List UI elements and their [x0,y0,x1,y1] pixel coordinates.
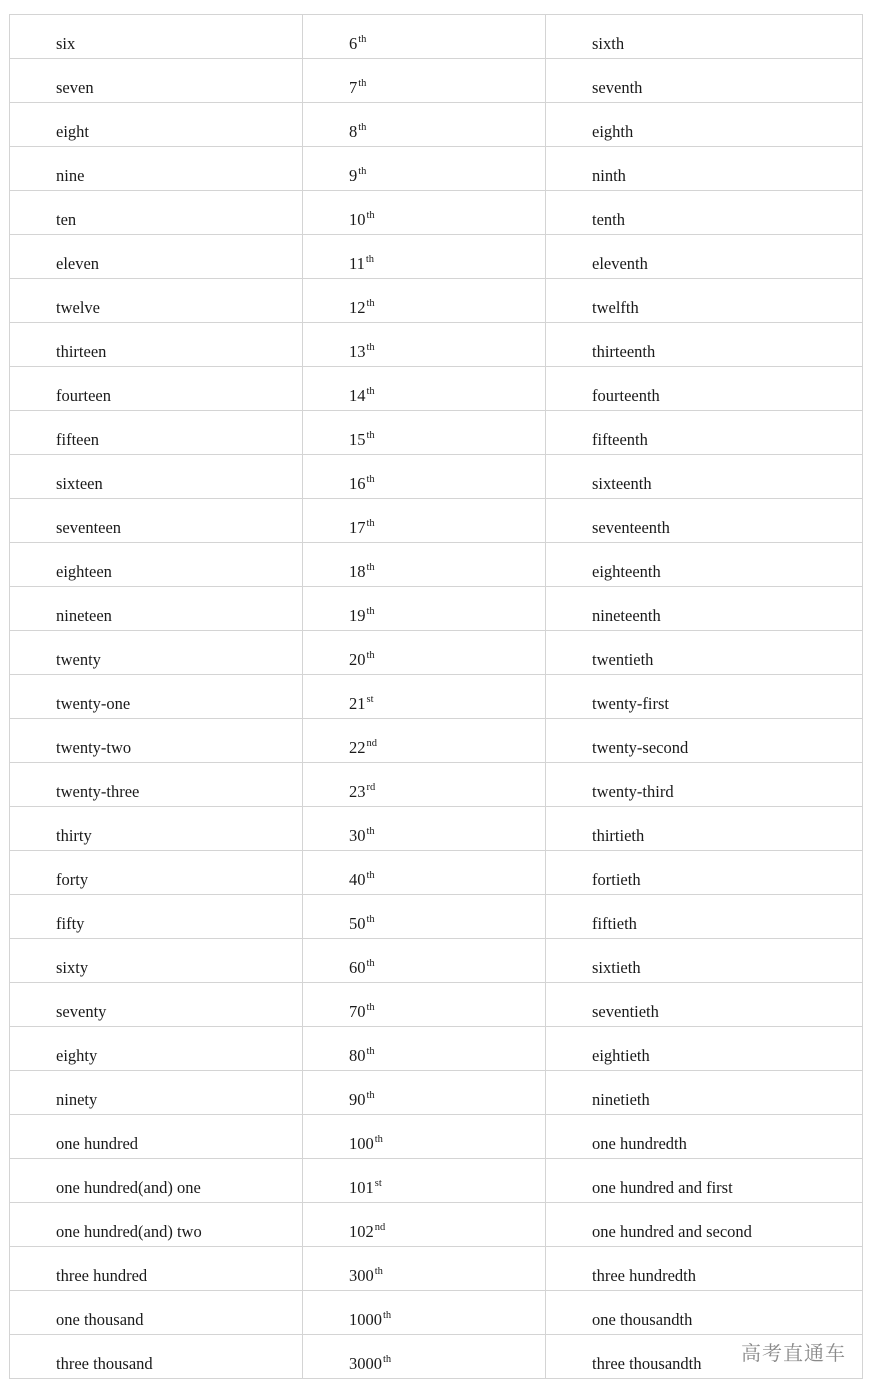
table-row [10,1335,863,1379]
cardinal-cell [10,851,303,895]
ordinal-cell [546,367,863,411]
ordinal-numeral [303,323,545,361]
ordinal-cell [546,675,863,719]
ordinal-numeral-cell [303,1291,546,1335]
ordinal-numeral [303,807,545,845]
numeral-digits: 20 [349,650,366,669]
ordinal-numeral [303,895,545,933]
ordinal-cell [546,103,863,147]
cardinal-cell [10,1247,303,1291]
ordinal-numeral [303,1159,545,1197]
ordinal-word: twenty-first [592,694,669,713]
numeral-digits: 12 [349,298,366,317]
cardinal-word: forty [56,870,89,889]
ordinal-numeral [303,1115,545,1153]
ordinal-numeral-cell [303,1247,546,1291]
numeral-digits: 70 [349,1002,366,1021]
ordinal-word: eleventh [592,254,648,273]
ordinal-numeral [303,1335,545,1373]
cardinal-cell [10,895,303,939]
cardinal-word: three hundred [56,1266,148,1285]
ordinal-suffix: nd [366,738,377,749]
ordinal-cell [546,191,863,235]
table-row [10,147,863,191]
ordinal-cell [546,15,863,59]
ordinal-cell [546,499,863,543]
ordinal-numeral [303,543,545,581]
ordinal-cell [546,455,863,499]
table-row [10,631,863,675]
ordinal-word: seventeenth [592,518,670,537]
table-row [10,807,863,851]
numeral-digits: 21 [349,694,366,713]
ordinal-numeral-cell [303,367,546,411]
ordinal-numeral [303,1247,545,1285]
numeral-digits: 18 [349,562,366,581]
ordinal-numeral-cell [303,191,546,235]
ordinal-word: sixteenth [592,474,652,493]
ordinal-suffix: th [366,650,375,661]
cardinal-cell [10,983,303,1027]
cardinal-cell [10,1203,303,1247]
table-row [10,103,863,147]
cardinal-cell [10,235,303,279]
ordinal-numeral [303,1027,545,1065]
cardinal-word: six [56,34,76,53]
ordinal-suffix: th [374,1266,383,1277]
ordinal-suffix: th [383,1354,392,1365]
ordinal-cell [546,1071,863,1115]
ordinal-cell [546,1203,863,1247]
table-row [10,323,863,367]
cardinal-cell [10,1115,303,1159]
ordinal-suffix: th [366,1002,375,1013]
ordinal-numeral-cell [303,763,546,807]
ordinal-cell [546,1291,863,1335]
ordinal-cell [546,543,863,587]
ordinal-numeral-cell [303,1203,546,1247]
ordinal-numeral-cell [303,587,546,631]
ordinal-numeral-cell [303,1335,546,1379]
ordinal-suffix: th [365,254,375,265]
cardinal-word: eighteen [56,562,112,581]
ordinal-cell [546,939,863,983]
ordinal-suffix: th [366,826,375,837]
numbers-table-body [10,15,863,1379]
ordinal-numeral [303,367,545,405]
table-row [10,279,863,323]
ordinal-cell [546,807,863,851]
ordinal-numeral [303,587,545,625]
cardinal-cell [10,1335,303,1379]
ordinal-numeral [303,631,545,669]
ordinal-numeral-cell [303,895,546,939]
cardinal-cell [10,411,303,455]
ordinal-word: one hundred and first [592,1178,733,1197]
numeral-digits: 60 [349,958,366,977]
numeral-digits: 6 [349,34,358,53]
table-row [10,191,863,235]
numeral-digits: 16 [349,474,366,493]
ordinal-word: eighteenth [592,562,661,581]
ordinal-suffix: th [358,166,367,177]
numeral-digits: 40 [349,870,366,889]
ordinal-numeral [303,455,545,493]
table-row [10,1071,863,1115]
cardinal-cell [10,191,303,235]
ordinal-cell [546,1027,863,1071]
ordinal-suffix: th [366,562,375,573]
numeral-digits: 300 [349,1266,374,1285]
ordinal-numeral [303,103,545,141]
cardinal-word: twenty [56,650,101,669]
numeral-digits: 100 [349,1134,374,1153]
ordinal-suffix: th [366,210,375,221]
cardinal-word: fourteen [56,386,111,405]
ordinal-numeral-cell [303,1071,546,1115]
cardinal-word: one hundred(and) two [56,1222,202,1241]
numeral-digits: 8 [349,122,358,141]
cardinal-cell [10,367,303,411]
table-row [10,895,863,939]
ordinal-cell [546,1159,863,1203]
ordinal-cell [546,235,863,279]
cardinal-word: three thousand [56,1354,153,1373]
cardinal-word: twenty-one [56,694,131,713]
ordinal-numeral [303,1291,545,1329]
cardinal-word: seventy [56,1002,107,1021]
ordinal-numeral [303,235,545,273]
ordinal-word: three hundredth [592,1266,697,1285]
numeral-digits: 7 [349,78,358,97]
numeral-digits: 102 [349,1222,374,1241]
ordinal-numeral-cell [303,455,546,499]
ordinal-word: one hundredth [592,1134,687,1153]
table-row [10,1027,863,1071]
ordinal-numeral-cell [303,15,546,59]
numeral-digits: 9 [349,166,358,185]
table-row [10,1203,863,1247]
cardinal-word: ten [56,210,77,229]
ordinal-suffix: th [366,606,375,617]
ordinal-suffix: th [366,474,375,485]
ordinal-cell [546,1115,863,1159]
cardinal-word: thirteen [56,342,107,361]
ordinal-numeral [303,279,545,317]
ordinal-word: sixth [592,34,625,53]
ordinal-word: eightieth [592,1046,650,1065]
ordinal-numeral-cell [303,1159,546,1203]
cardinal-cell [10,587,303,631]
numeral-digits: 23 [349,782,366,801]
ordinal-numeral-cell [303,147,546,191]
table-row [10,235,863,279]
numeral-digits: 13 [349,342,366,361]
ordinal-cell [546,763,863,807]
cardinal-word: seven [56,78,94,97]
ordinal-cell [546,851,863,895]
numeral-digits: 17 [349,518,366,537]
table-row [10,851,863,895]
numeral-digits: 80 [349,1046,366,1065]
numeral-digits: 90 [349,1090,366,1109]
ordinal-numeral [303,1071,545,1109]
table-row [10,499,863,543]
numeral-digits: 19 [349,606,366,625]
ordinal-word: twenty-second [592,738,689,757]
ordinal-suffix: th [366,914,375,925]
ordinal-cell [546,411,863,455]
cardinal-word: sixty [56,958,89,977]
ordinal-word: twentieth [592,650,654,669]
ordinal-numeral [303,763,545,801]
table-row [10,675,863,719]
ordinal-word: fiftieth [592,914,637,933]
ordinal-word: tenth [592,210,625,229]
ordinal-word: one thousandth [592,1310,693,1329]
cardinal-word: nineteen [56,606,112,625]
ordinal-word: thirtieth [592,826,645,845]
ordinal-cell [546,323,863,367]
numeral-digits: 3000 [349,1354,382,1373]
cardinal-cell [10,807,303,851]
numeral-digits: 1000 [349,1310,382,1329]
ordinal-cell [546,1247,863,1291]
numeral-digits: 14 [349,386,366,405]
ordinal-word: thirteenth [592,342,656,361]
ordinal-suffix: th [366,958,375,969]
ordinal-numeral [303,191,545,229]
ordinal-numeral-cell [303,499,546,543]
cardinal-cell [10,543,303,587]
ordinal-suffix: st [366,694,374,705]
ordinal-cell [546,631,863,675]
ordinal-numeral [303,147,545,185]
watermark: 高考直通车 [741,1341,846,1365]
ordinal-word: fifteenth [592,430,648,449]
cardinal-cell [10,1071,303,1115]
cardinal-cell [10,323,303,367]
table-row [10,1159,863,1203]
ordinal-numeral [303,15,545,53]
ordinal-numeral-cell [303,235,546,279]
ordinal-numeral-cell [303,1115,546,1159]
ordinal-suffix: th [366,1090,375,1101]
ordinal-suffix: rd [366,782,376,793]
ordinal-suffix: th [366,298,375,309]
ordinal-suffix: th [366,1046,375,1057]
ordinal-suffix: th [366,518,375,529]
ordinal-numeral [303,939,545,977]
numeral-digits: 50 [349,914,366,933]
cardinal-cell [10,1291,303,1335]
table-row [10,59,863,103]
cardinal-word: ninety [56,1090,98,1109]
ordinal-numeral-cell [303,543,546,587]
ordinal-numeral [303,983,545,1021]
cardinal-word: sixteen [56,474,103,493]
ordinal-suffix: st [374,1178,382,1189]
ordinal-cell [546,895,863,939]
ordinal-word: twenty-third [592,782,674,801]
ordinal-numeral-cell [303,323,546,367]
ordinal-word: nineteenth [592,606,661,625]
table-row [10,1291,863,1335]
table-row [10,15,863,59]
ordinal-word: one hundred and second [592,1222,752,1241]
ordinal-numeral-cell [303,851,546,895]
ordinal-word: three thousandth [592,1354,702,1373]
cardinal-cell [10,59,303,103]
ordinal-suffix: th [374,1134,383,1145]
numeral-digits: 15 [349,430,366,449]
cardinal-word: eight [56,122,89,141]
ordinal-suffix: th [358,122,367,133]
numeral-digits: 22 [349,738,366,757]
ordinal-numeral-cell [303,103,546,147]
ordinal-word: seventh [592,78,643,97]
cardinal-cell [10,499,303,543]
cardinal-word: seventeen [56,518,122,537]
cardinal-cell [10,1027,303,1071]
ordinal-word: twelfth [592,298,639,317]
cardinal-word: eighty [56,1046,98,1065]
ordinal-suffix: th [383,1310,392,1321]
ordinal-numeral [303,719,545,757]
ordinal-suffix: th [358,78,367,89]
table-row [10,543,863,587]
cardinal-word: nine [56,166,85,185]
cardinal-word: twenty-two [56,738,132,757]
cardinal-cell [10,103,303,147]
ordinal-numeral-cell [303,411,546,455]
ordinal-numeral [303,675,545,713]
ordinal-numeral [303,411,545,449]
cardinal-cell [10,15,303,59]
ordinal-word: fourteenth [592,386,660,405]
numbers-table [9,14,863,1379]
numeral-digits: 10 [349,210,366,229]
ordinal-numeral-cell [303,1027,546,1071]
ordinal-cell [546,59,863,103]
ordinal-numeral-cell [303,675,546,719]
ordinal-numeral [303,59,545,97]
ordinal-suffix: nd [374,1222,386,1233]
ordinal-suffix: th [366,430,375,441]
numeral-digits: 101 [349,1178,374,1197]
ordinal-word: fortieth [592,870,641,889]
cardinal-cell [10,455,303,499]
cardinal-cell [10,719,303,763]
table-row [10,1247,863,1291]
table-row [10,983,863,1027]
ordinal-cell [546,587,863,631]
table-row [10,939,863,983]
table-row [10,719,863,763]
ordinal-suffix: th [366,870,375,881]
cardinal-cell [10,763,303,807]
cardinal-cell [10,279,303,323]
cardinal-cell [10,631,303,675]
ordinal-suffix: th [366,342,375,353]
cardinal-cell [10,675,303,719]
cardinal-word: twenty-three [56,782,140,801]
ordinal-cell [546,147,863,191]
numeral-digits: 30 [349,826,366,845]
table-row [10,587,863,631]
ordinal-suffix: th [358,34,367,45]
table-row [10,1115,863,1159]
ordinal-cell [546,983,863,1027]
cardinal-word: eleven [56,254,100,273]
ordinal-word: sixtieth [592,958,641,977]
table-row [10,367,863,411]
ordinal-numeral [303,851,545,889]
ordinal-numeral-cell [303,279,546,323]
ordinal-word: ninth [592,166,626,185]
cardinal-word: twelve [56,298,100,317]
cardinal-word: one hundred [56,1134,139,1153]
ordinal-numeral-cell [303,983,546,1027]
ordinal-word: ninetieth [592,1090,650,1109]
cardinal-word: one hundred(and) one [56,1178,201,1197]
cardinal-word: thirty [56,826,92,845]
cardinal-cell [10,939,303,983]
ordinal-numeral-cell [303,59,546,103]
ordinal-suffix: th [366,386,375,397]
cardinal-word: fifteen [56,430,100,449]
table-row [10,455,863,499]
ordinal-cell [546,279,863,323]
ordinal-numeral-cell [303,631,546,675]
ordinal-numeral [303,1203,545,1241]
ordinal-cell [546,719,863,763]
cardinal-cell [10,1159,303,1203]
ordinal-numeral-cell [303,807,546,851]
ordinal-numeral [303,499,545,537]
cardinal-cell [10,147,303,191]
ordinal-word: seventieth [592,1002,659,1021]
table-row [10,763,863,807]
cardinal-word: fifty [56,914,85,933]
ordinal-numeral-cell [303,719,546,763]
ordinal-word: eighth [592,122,634,141]
numeral-digits: 11 [349,254,365,273]
table-row [10,411,863,455]
cardinal-word: one thousand [56,1310,144,1329]
ordinal-numeral-cell [303,939,546,983]
